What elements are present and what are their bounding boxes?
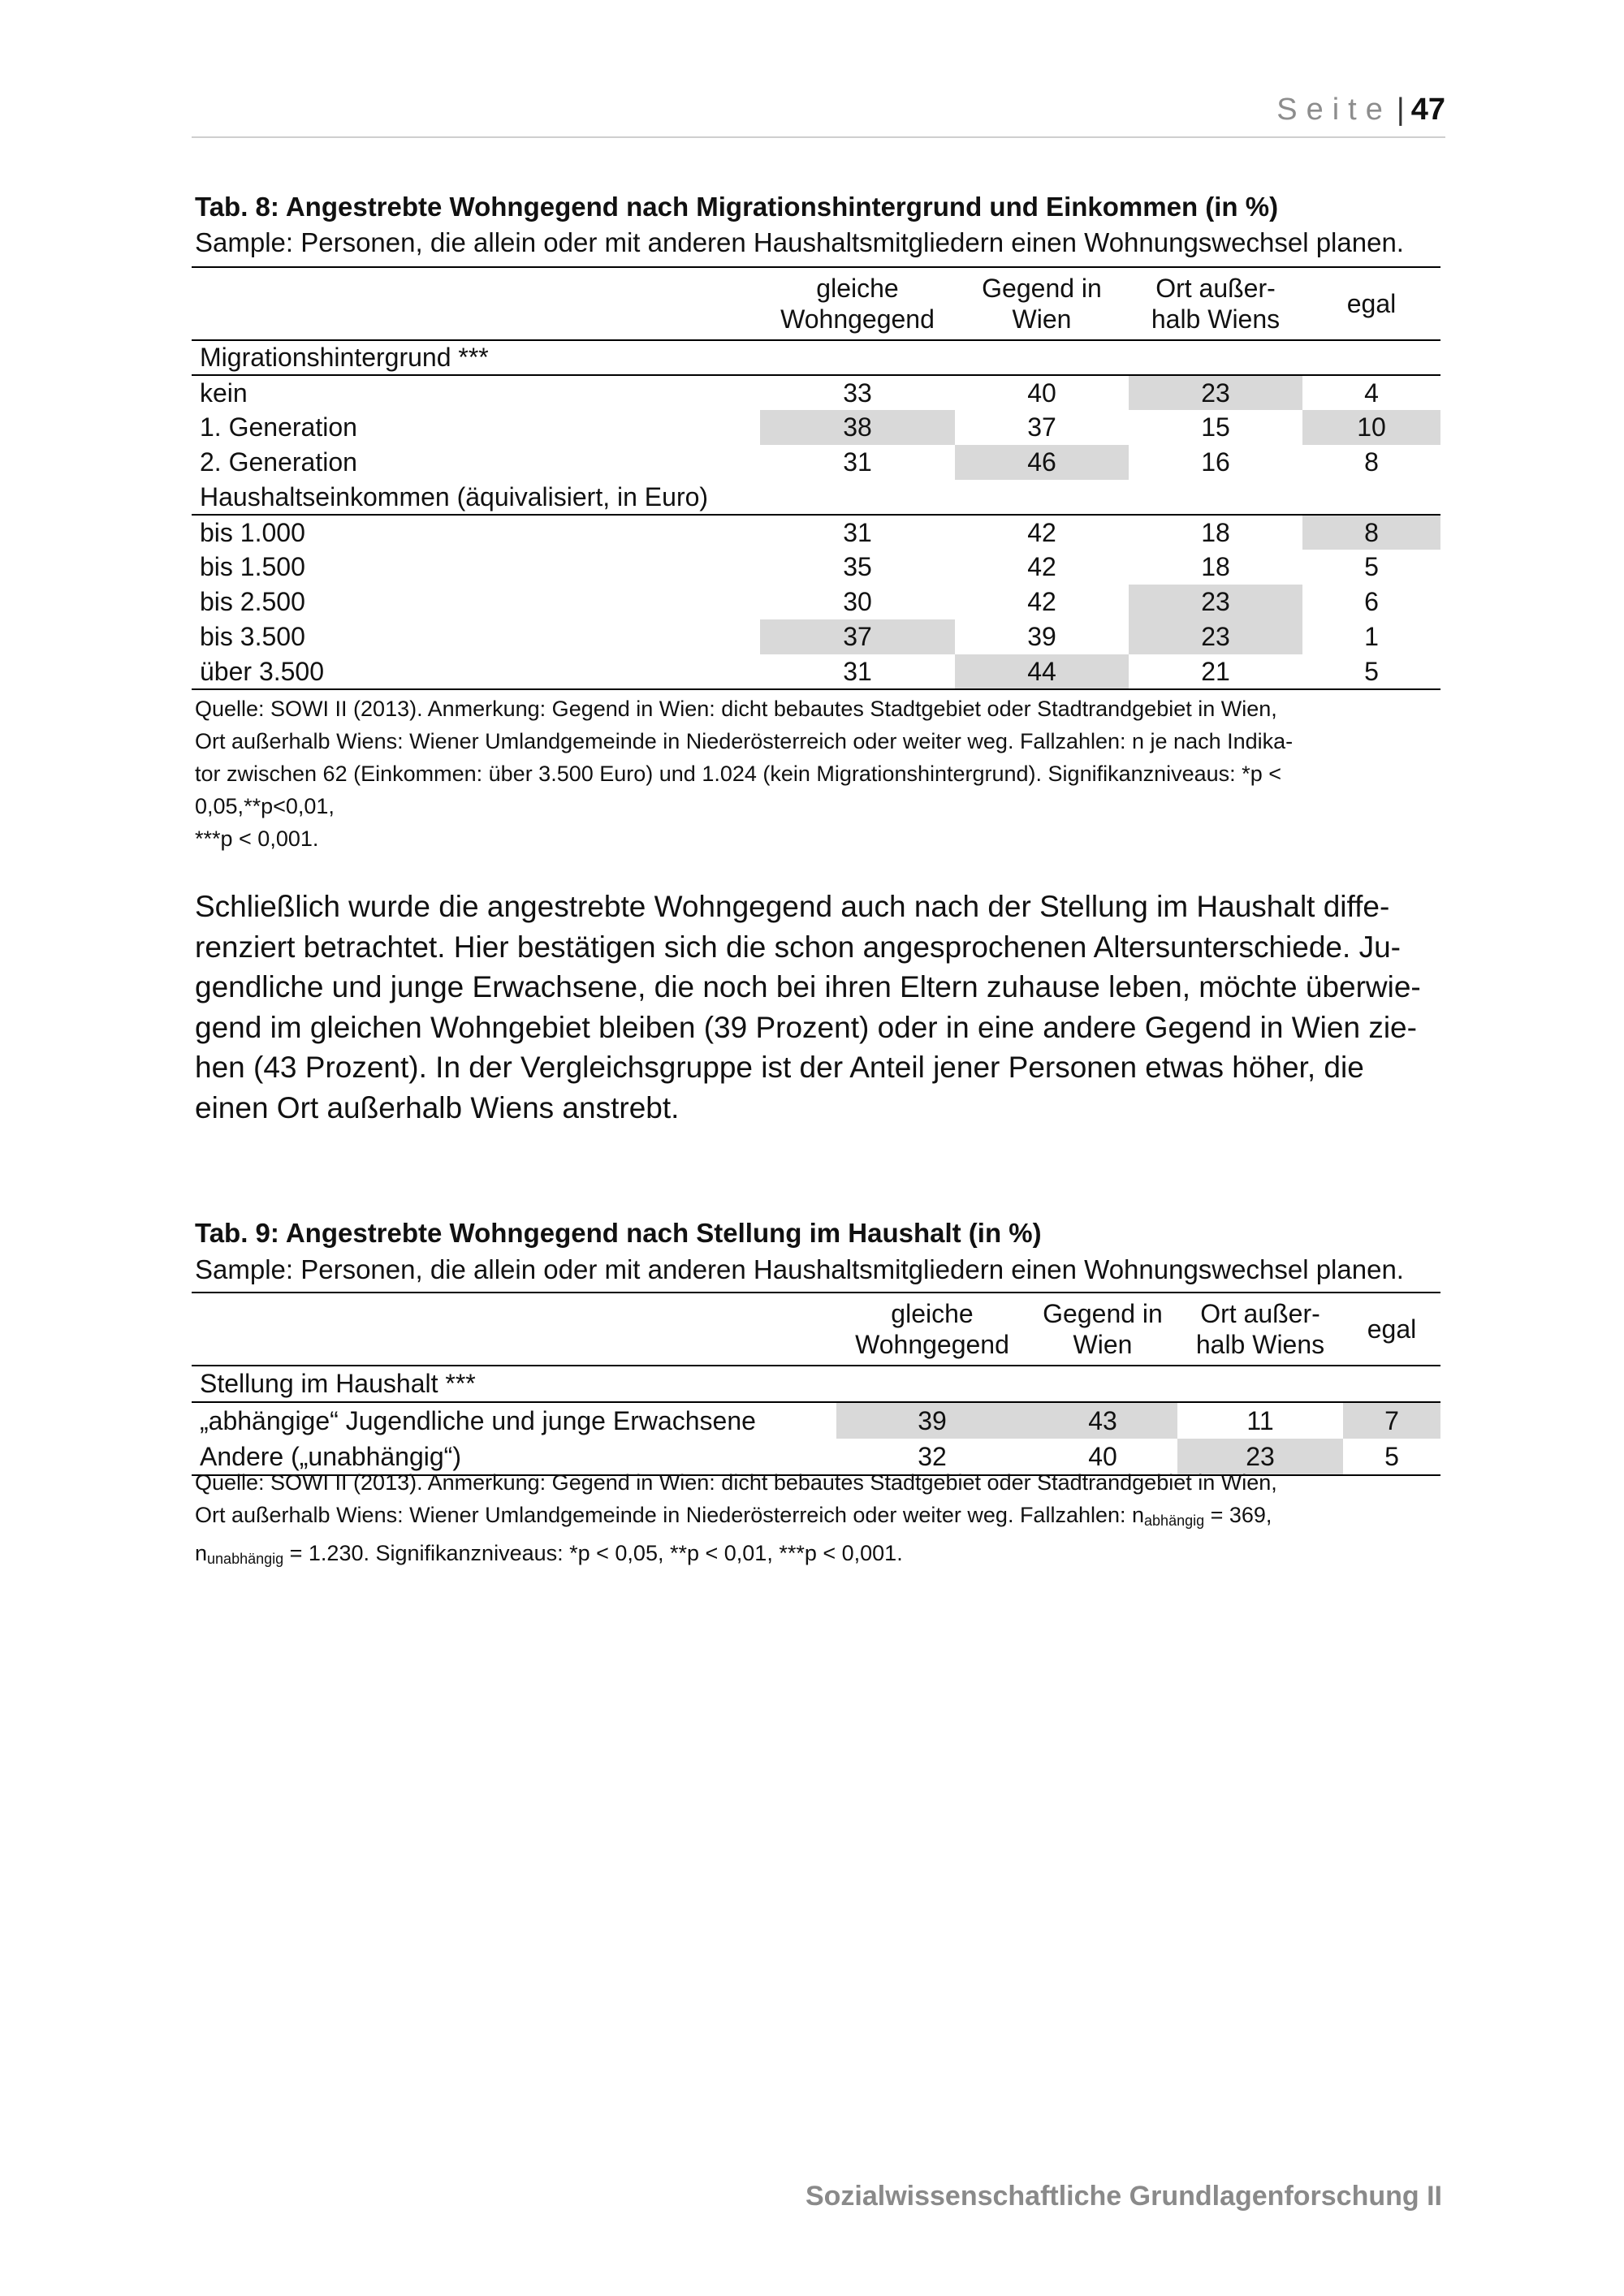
note-line: Quelle: SOWI II (2013). Anmerkung: Gegend in Wien: dicht bebautes Stadtgebiet oder Stadtrandgebiet in Wien, xyxy=(195,1470,1277,1495)
page-word: Seite xyxy=(1276,93,1392,127)
row-label: bis 2.500 xyxy=(200,587,305,616)
row-label: bis 3.500 xyxy=(200,622,305,651)
col-header: gleiche Wohngegend xyxy=(836,1293,1028,1366)
tab8-table xyxy=(192,266,1440,690)
paragraph-line: gend im gleichen Wohngebiet bleiben (39 Prozent) oder in eine andere Gegend in Wien zie- xyxy=(195,1010,1417,1044)
col-header: Gegend in Wien xyxy=(955,267,1129,340)
footer-title: Sozialwissenschaftliche Grundlagenforschung II xyxy=(805,2181,1442,2212)
value-cell: 1 xyxy=(1364,622,1379,651)
table-row xyxy=(192,654,1440,689)
page-number: 47 xyxy=(1410,93,1445,127)
value-cell: 8 xyxy=(1364,447,1379,477)
value-cell: 18 xyxy=(1201,552,1230,581)
row-label: über 3.500 xyxy=(192,654,760,689)
table-row xyxy=(192,585,1440,619)
value-cell: 18 xyxy=(1201,517,1230,547)
tab9-note xyxy=(195,1466,1442,1575)
tab8-sample: Sample: Personen, die allein oder mit anderen Haushaltsmitgliedern einen Wohnungswechsel planen. xyxy=(195,227,1404,257)
paragraph-line: hen (43 Prozent). In der Vergleichsgruppe ist der Anteil jener Personen etwas höher, die xyxy=(195,1051,1364,1084)
paragraph-line: renziert betrachtet. Hier bestätigen sich die schon angesprochenen Altersunterschiede. Ju- xyxy=(195,930,1401,964)
value-cell: 11 xyxy=(1246,1405,1274,1435)
body-paragraph xyxy=(195,887,1442,1128)
value-cell: 5 xyxy=(1302,654,1440,689)
table-row xyxy=(192,375,1440,410)
section-row xyxy=(192,480,1440,515)
section-label: Stellung im Haushalt *** xyxy=(192,1366,1440,1402)
value-cell: 5 xyxy=(1343,1439,1440,1475)
value-cell: 42 xyxy=(1027,517,1056,547)
table-header-row xyxy=(192,267,1440,340)
table-row xyxy=(192,550,1440,585)
value-cell: 5 xyxy=(1364,552,1379,581)
section-row xyxy=(192,340,1440,375)
value-cell: 37 xyxy=(760,619,955,654)
value-cell: 4 xyxy=(1364,378,1379,408)
value-cell: 31 xyxy=(843,517,872,547)
page-separator: | xyxy=(1396,93,1405,127)
paragraph-line: einen Ort außerhalb Wiens anstrebt. xyxy=(195,1090,680,1124)
section-label: Migrationshintergrund *** xyxy=(192,340,1440,375)
col-header: egal xyxy=(1343,1293,1440,1366)
value-cell: 16 xyxy=(1201,447,1230,477)
header-blank xyxy=(192,267,760,340)
table-row xyxy=(192,619,1440,654)
value-cell: 31 xyxy=(760,654,955,689)
table-row xyxy=(192,410,1440,445)
value-cell: 39 xyxy=(1027,622,1056,651)
value-cell: 43 xyxy=(1028,1402,1177,1439)
tab9-table xyxy=(192,1292,1440,1476)
paragraph-line: Schließlich wurde die angestrebte Wohngegend auch nach der Stellung im Haushalt diffe- xyxy=(195,890,1390,923)
header-blank xyxy=(192,1293,836,1366)
page-header xyxy=(192,91,1445,138)
col-header: egal xyxy=(1302,267,1440,340)
value-cell: 7 xyxy=(1343,1402,1440,1439)
row-label: 1. Generation xyxy=(200,412,357,442)
value-cell: 23 xyxy=(1177,1439,1343,1475)
table-row xyxy=(192,515,1440,550)
tab9-sample: Sample: Personen, die allein oder mit anderen Haushaltsmitgliedern einen Wohnungswechsel planen. xyxy=(195,1254,1404,1284)
value-cell: 40 xyxy=(1028,1439,1177,1475)
table-row xyxy=(192,1402,1440,1439)
note-line: tor zwischen 62 (Einkommen: über 3.500 Euro) und 1.024 (kein Migrationshintergrund). Signifikanzniveaus: *p < xyxy=(195,762,1281,786)
value-cell: 30 xyxy=(843,587,872,616)
row-label: „abhängige“ Jugendliche und junge Erwachsene xyxy=(200,1405,756,1435)
value-cell: 33 xyxy=(843,378,872,408)
value-cell: 40 xyxy=(1027,378,1056,408)
tab8-note xyxy=(195,693,1442,855)
value-cell: 32 xyxy=(836,1439,1028,1475)
value-cell: 23 xyxy=(1129,585,1302,619)
value-cell: 15 xyxy=(1201,412,1230,442)
value-cell: 46 xyxy=(955,445,1129,480)
value-cell: 23 xyxy=(1129,375,1302,410)
tab8-title: Tab. 8: Angestrebte Wohngegend nach Migrationshintergrund und Einkommen (in %) xyxy=(195,192,1279,222)
section-label: Haushaltseinkommen (äquivalisiert, in Euro) xyxy=(192,480,1440,515)
value-cell: 31 xyxy=(843,447,872,477)
value-cell: 6 xyxy=(1364,587,1379,616)
row-label: bis 1.500 xyxy=(200,552,305,581)
row-label: 2. Generation xyxy=(200,447,357,477)
note-line: ***p < 0,001. xyxy=(195,826,319,851)
tab9-title: Tab. 9: Angestrebte Wohngegend nach Stellung im Haushalt (in %) xyxy=(195,1218,1042,1248)
value-cell: 44 xyxy=(955,654,1129,689)
value-cell: 37 xyxy=(1027,412,1056,442)
paragraph-line: gendliche und junge Erwachsene, die noch bei ihren Eltern zuhause leben, möchte überwie- xyxy=(195,970,1421,1003)
value-cell: 35 xyxy=(843,552,872,581)
value-cell: 39 xyxy=(836,1402,1028,1439)
value-cell: 38 xyxy=(760,410,955,445)
value-cell: 21 xyxy=(1129,654,1302,689)
col-header: Gegend in Wien xyxy=(1028,1293,1177,1366)
page-indicator xyxy=(1276,93,1445,127)
value-cell: 8 xyxy=(1302,515,1440,550)
note-line: Quelle: SOWI II (2013). Anmerkung: Gegend in Wien: dicht bebautes Stadtgebiet oder Stadtrandgebiet in Wien, xyxy=(195,697,1277,721)
table-header-row xyxy=(192,1293,1440,1366)
section-row xyxy=(192,1366,1440,1402)
table-row xyxy=(192,445,1440,480)
value-cell: 42 xyxy=(1027,552,1056,581)
col-header: Ort außer- halb Wiens xyxy=(1177,1293,1343,1366)
value-cell: 10 xyxy=(1302,410,1440,445)
col-header: gleiche Wohngegend xyxy=(760,267,955,340)
col-header: Ort außer- halb Wiens xyxy=(1129,267,1302,340)
row-label: Andere („unabhängig“) xyxy=(192,1439,836,1475)
note-line: Ort außerhalb Wiens: Wiener Umlandgemeinde in Niederösterreich oder weiter weg. Fallzahlen: $n_{abhängig} = 369$, xyxy=(195,1503,1272,1529)
value-cell: 42 xyxy=(1027,587,1056,616)
value-cell: 23 xyxy=(1129,619,1302,654)
row-label: kein xyxy=(200,378,248,408)
note-line: Ort außerhalb Wiens: Wiener Umlandgemeinde in Niederösterreich oder weiter weg. Fallzahlen: n je nach Indika- xyxy=(195,729,1294,753)
row-label: bis 1.000 xyxy=(200,517,305,547)
note-line: 0,05,**p<0,01, xyxy=(195,794,335,818)
note-line: $n_{unabhängig} = 1.230$. Signifikanzniveaus: *p < 0,05, **p < 0,01, ***p < 0,001. xyxy=(195,1541,903,1567)
